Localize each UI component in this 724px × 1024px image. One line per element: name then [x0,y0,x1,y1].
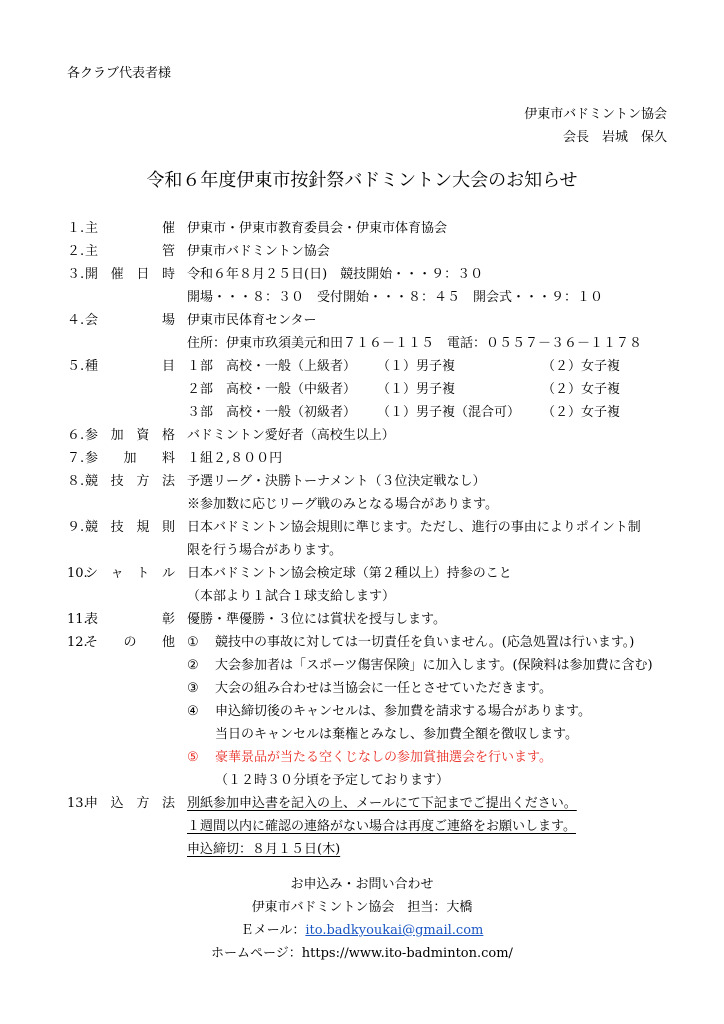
item-number: ５. [67,359,85,374]
item-value: バドミントン愛好者（高校生以上） [187,428,395,443]
item-number: 11. [67,612,88,627]
item-other [67,634,687,652]
deadline-text: 申込締切：８月１５日(木) [187,842,341,857]
sender-org: 伊東市バドミントン協会 [524,107,667,122]
item-number: ３. [67,267,85,282]
item-value: 別紙参加申込書を記入の上、メールにて下記までご提出ください。 [187,796,577,811]
item-events-row2 [67,381,687,399]
item-events-row1 [67,358,687,376]
item-format-line2 [67,496,687,514]
note-text: 競技中の事故に対しては一切責任を負いません。(応急処置は行います。) [215,635,635,650]
item-rules [67,519,687,537]
email-label: Ｅメール： [240,923,306,938]
item-events-row3 [67,404,687,422]
note-marker: ⑤ [187,750,199,765]
item-host [67,220,687,238]
note-row [67,726,687,744]
item-label: 主 管 [85,244,175,259]
item-label: そ の 他 [85,635,175,650]
item-value: ※参加数に応じリーグ戦のみとなる場合があります。 [187,497,498,512]
apply-deadline [67,841,687,859]
item-number: 13. [67,796,88,811]
item-date-line2 [67,289,687,307]
note-row [67,703,687,721]
item-value: 限を行う場合があります。 [187,543,342,558]
item-number: ６. [67,428,85,443]
note-text: （１２時３０分頃を予定しております） [215,773,450,788]
item-number: ９. [67,520,85,535]
item-eligibility [67,427,687,445]
event-division: ２部 高校・一般（中級者） [187,382,357,397]
document-title: 令和６年度伊東市按針祭バドミントン大会のお知らせ [146,170,578,191]
item-label: 表 彰 [85,612,175,627]
item-number: ２. [67,244,85,259]
email-link[interactable]: ito.badkyoukai@gmail.com [305,923,484,938]
note-text: 当日のキャンセルは棄権とみなし、参加費全額を徴収します。 [215,727,578,742]
item-number: ８. [67,474,85,489]
note-text: 申込締切後のキャンセルは、参加費を請求する場合があります。 [215,704,591,719]
note-row-highlight [67,749,687,767]
event-women: （２）女子複 [542,359,621,374]
item-value: 伊東市民体育センター [187,313,317,328]
contact-org: 伊東市バドミントン協会 担当：大橋 [251,900,473,915]
item-apply [67,795,687,813]
item-value: 日本バドミントン協会規則に準じます。ただし、進行の事由によりポイント制 [187,520,641,535]
event-division: ３部 高校・一般（初級者） [187,405,357,420]
item-value: １組２,８００円 [187,451,283,466]
note-row [67,772,687,790]
note-row [67,680,687,698]
item-value: 予選リーグ・決勝トーナメント（３位決定戦なし） [187,474,486,489]
item-value: 伊東市バドミントン協会 [187,244,330,259]
item-value: 日本バドミントン協会検定球（第２種以上）持参のこと [187,566,512,581]
item-organizer [67,243,687,261]
item-venue [67,312,687,330]
contact-heading: お申込み・お問い合わせ [290,877,434,892]
item-number: １. [67,221,85,236]
item-label: 開 催 日 時 [85,267,175,282]
item-value: （本部より１試合１球支給します） [187,589,396,604]
item-apply-line2 [67,818,687,836]
item-label: 競 技 方 法 [85,474,175,489]
contact-homepage[interactable]: ホームページ：https://www.ito-badminton.com/ [211,946,513,961]
item-value: 住所：伊東市玖須美元和田７１６－１１５ 電話：０５５７－３６－１１７８ [187,336,643,351]
item-label: 参 加 資 格 [85,428,175,443]
event-men: （１）男子複（混合可） [377,405,521,420]
event-women: （２）女子複 [542,382,621,397]
item-label: シ ャ ト ル [85,566,175,581]
item-value: 令和６年８月２５日(日) 競技開始・・・９：３０ [187,267,484,282]
item-value: 開場・・・８：３０ 受付開始・・・８：４５ 開会式・・・９：１０ [187,290,604,305]
item-label: 参 加 料 [85,451,175,466]
item-venue-line2 [67,335,687,353]
item-label: 種 目 [85,359,175,374]
item-number: 12. [67,635,88,650]
note-text-highlight: 豪華景品が当たる空くじなしの参加賞抽選会を行います。 [215,750,552,765]
item-fee [67,450,687,468]
item-value: 優勝・準優勝・３位には賞状を授与します。 [187,612,446,627]
item-shuttle-line2 [67,588,687,606]
note-marker: ① [187,635,199,650]
item-format [67,473,687,491]
note-marker: ② [187,658,199,673]
item-number: ７. [67,451,85,466]
item-number: ４. [67,313,85,328]
item-value: １週間以内に確認の連絡がない場合は再度ご連絡をお願いします。 [187,819,576,834]
item-date [67,266,687,284]
item-rules-line2 [67,542,687,560]
sender-chair: 会長 岩城 保久 [562,130,667,145]
item-label: 申 込 方 法 [85,796,175,811]
note-text: 大会の組み合わせは当協会に一任とさせていただきます。 [215,681,552,696]
item-label: 主 催 [85,221,175,236]
item-label: 会 場 [85,313,175,328]
item-number: 10. [67,566,88,581]
item-shuttle [67,565,687,583]
event-men: （１）男子複 [377,382,456,397]
note-text: 大会参加者は「スポーツ傷害保険」に加入します。(保険料は参加費に含む) [215,658,653,673]
addressee: 各クラブ代表者様 [67,66,172,81]
contact-email-line [0,922,724,940]
event-women: （２）女子複 [542,405,621,420]
note-marker: ④ [187,704,199,719]
item-label: 競 技 規 則 [85,520,175,535]
event-men: （１）男子複 [377,359,456,374]
item-awards [67,611,687,629]
item-value: 伊東市・伊東市教育委員会・伊東市体育協会 [187,221,448,236]
note-marker: ③ [187,681,199,696]
event-division: １部 高校・一般（上級者） [187,359,357,374]
note-row [67,657,687,675]
